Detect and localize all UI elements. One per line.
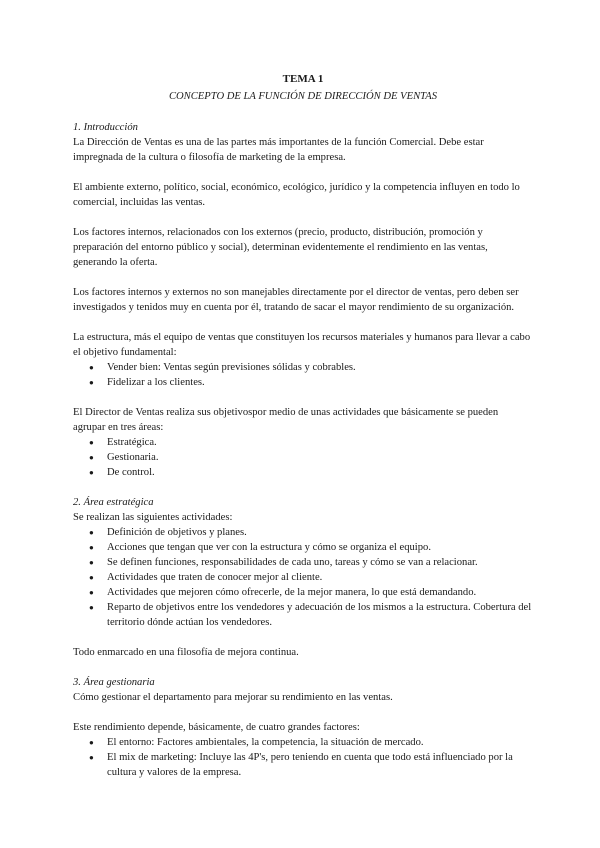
list-item: ● Acciones que tengan que ver con la estructura y cómo se organiza el equipo. (89, 540, 533, 555)
paragraph: La Dirección de Ventas es una de las partes más importantes de la función Comercial. Debe estar impregnada de la cultura o filosofía de marketing de la empresa. (73, 137, 484, 163)
bullet-list (73, 435, 533, 480)
section-heading-introduccion: 1. Introducción (73, 122, 138, 133)
list-item: ● Se definen funciones, responsabilidades de cada uno, tareas y cómo se van a relacionar. (89, 555, 533, 570)
list-item: ● Reparto de objetivos entre los vendedores y adecuación de los mismos a la estructura. Cobertura del territorio dónde actúan los vendedores. (89, 600, 533, 630)
paragraph: El Director de Ventas realiza sus objetivospor medio de unas actividades que básicamente se pueden agrupar en tres áreas: (73, 407, 499, 433)
paragraph: Se realizan las siguientes actividades: (73, 512, 233, 523)
list-item: ● De control. (89, 465, 533, 480)
paragraph: Todo enmarcado en una filosofía de mejora continua. (73, 647, 299, 658)
list-item: ● Actividades que traten de conocer mejor al cliente. (89, 570, 533, 585)
list-item: ● El entorno: Factores ambientales, la competencia, la situación de mercado. (89, 735, 533, 750)
section-heading-area-gestionaria: 3. Área gestionaria (73, 677, 155, 688)
list-item: ● Fidelizar a los clientes. (89, 375, 533, 390)
paragraph: La estructura, más el equipo de ventas que constituyen los recursos materiales y humanos para llevar a cabo el objetivo fundamental: (73, 332, 531, 358)
paragraph: Este rendimiento depende, básicamente, de cuatro grandes factores: (73, 722, 360, 733)
page-title: TEMA 1 (282, 73, 324, 85)
page-subtitle: CONCEPTO DE LA FUNCIÓN DE DIRECCIÓN DE VENTAS (168, 91, 438, 102)
list-item: ● El mix de marketing: Incluye las 4P's, pero teniendo en cuenta que todo está influenciado por la cultura y valores de la empresa. (89, 750, 533, 780)
bullet-list (73, 525, 533, 630)
list-item: ● Actividades que mejoren cómo ofrecerle, de la mejor manera, lo que está demandando. (89, 585, 533, 600)
list-item: ● Gestionaria. (89, 450, 533, 465)
paragraph: Los factores internos y externos no son manejables directamente por el director de ventas, pero deben ser investigados y tenidos muy en cuenta por él, tratando de sacar el mayor rendimiento de su organización. (73, 287, 519, 313)
section-heading-area-estrategica: 2. Área estratégica (73, 497, 154, 508)
paragraph: Cómo gestionar el departamento para mejorar su rendimiento en las ventas. (73, 692, 393, 703)
paragraph: Los factores internos, relacionados con los externos (precio, producto, distribución, promoción y preparación del entorno público y social), determinan evidentemente el rendimiento en las ventas, generando la oferta. (73, 227, 488, 268)
list-item: ● Estratégica. (89, 435, 533, 450)
bullet-list (73, 735, 533, 780)
bullet-list (73, 360, 533, 390)
list-item: ● Vender bien: Ventas según previsiones sólidas y cobrables. (89, 360, 533, 375)
document-body (73, 72, 533, 780)
list-item: ● Definición de objetivos y planes. (89, 525, 533, 540)
paragraph: El ambiente externo, político, social, económico, ecológico, jurídico y la competencia influyen en todo lo comercial, incluidas las ventas. (73, 182, 520, 208)
